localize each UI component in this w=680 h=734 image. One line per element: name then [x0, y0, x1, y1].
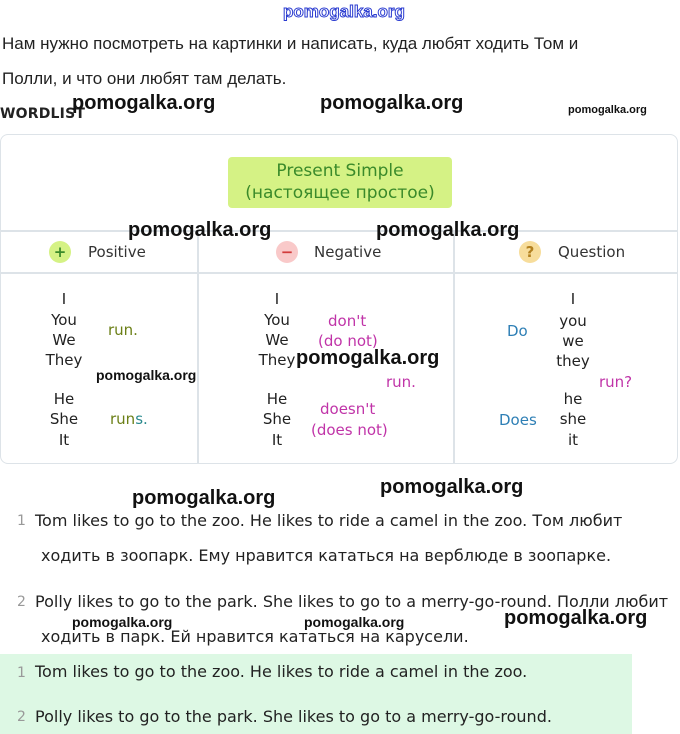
pronoun: it — [567, 431, 579, 449]
aux-does-not: (does not) — [311, 421, 388, 439]
column-title-positive: Positive — [88, 243, 146, 261]
watermark: pomogalka.org — [132, 487, 276, 509]
watermark: pomogalka.org — [304, 614, 405, 630]
verb-run: run. — [386, 373, 416, 391]
task-english: Tom likes to go to the zoo. He likes to ride a camel in the zoo. Том любит — [35, 511, 623, 530]
pronoun: He — [53, 390, 75, 408]
wordlist-label: WORDLIST — [0, 106, 86, 122]
card-column-divider-2 — [453, 230, 455, 463]
answer-text: Polly likes to go to the park. She likes to go to a merry-go-round. — [35, 707, 552, 726]
pronoun: She — [49, 410, 79, 428]
watermark: pomogalka.org — [296, 347, 440, 369]
grammar-header-title: Present Simple — [276, 161, 404, 181]
answer-number: 2 — [17, 709, 26, 725]
verb-run-question: run? — [599, 373, 633, 391]
pronoun: I — [570, 290, 576, 308]
pronoun: You — [51, 311, 77, 329]
column-title-question: Question — [558, 243, 626, 261]
card-divider-top — [1, 230, 677, 232]
pronoun: They — [258, 351, 296, 369]
pronoun: you — [559, 312, 587, 330]
pronoun: It — [58, 431, 70, 449]
aux-do: Do — [507, 322, 528, 340]
pronoun: She — [262, 410, 292, 428]
task-number: 2 — [17, 594, 26, 610]
pronoun: They — [45, 351, 83, 369]
watermark: pomogalka.org — [504, 607, 648, 629]
grammar-header-subtitle: (настоящее простое) — [245, 183, 435, 203]
task-english: Polly likes to go to the park. She likes to go to a merry-go-round. Полли любит — [35, 592, 669, 611]
verb-stem: run — [110, 410, 136, 428]
minus-icon: − — [276, 241, 298, 263]
watermark: pomogalka.org — [376, 219, 520, 241]
task-number: 1 — [17, 513, 26, 529]
watermark: pomogalka.org — [380, 476, 524, 498]
watermark: pomogalka.org — [96, 367, 197, 383]
card-column-divider-1 — [197, 230, 199, 463]
watermark: pomogalka.org — [320, 92, 464, 114]
pronoun: they — [556, 352, 590, 370]
grammar-header — [228, 157, 452, 208]
pronoun: I — [61, 290, 67, 308]
watermark-top: pomogalka.org — [283, 2, 405, 21]
card-divider-header — [1, 272, 677, 274]
pronoun: You — [264, 311, 290, 329]
aux-dont: don't — [328, 312, 367, 330]
question-icon: ? — [519, 241, 541, 263]
verb-runs — [110, 410, 148, 428]
pronoun: We — [265, 331, 289, 349]
intro-line-2: Полли, и что они любят там делать. — [2, 69, 287, 88]
pronoun: I — [274, 290, 280, 308]
pronoun: he — [563, 390, 583, 408]
watermark: pomogalka.org — [568, 104, 647, 116]
task-russian: ходить в парк. Ей нравится кататься на карусели. — [41, 627, 469, 646]
answer-text: Tom likes to go to the zoo. He likes to ride a camel in the zoo. — [35, 662, 528, 681]
verb-ending: s. — [135, 410, 148, 428]
pronoun: we — [562, 332, 584, 350]
watermark: pomogalka.org — [72, 614, 173, 630]
intro-line-1: Нам нужно посмотреть на картинки и написать, куда любят ходить Том и — [2, 34, 579, 53]
aux-does: Does — [499, 411, 537, 429]
verb-run: run. — [108, 321, 138, 339]
answer-number: 1 — [17, 665, 26, 681]
pronoun: He — [266, 390, 288, 408]
aux-doesnt: doesn't — [320, 400, 376, 418]
pronoun: she — [559, 410, 587, 428]
task-russian: ходить в зоопарк. Ему нравится кататься на верблюде в зоопарке. — [41, 546, 612, 565]
pronoun: We — [52, 331, 76, 349]
watermark: pomogalka.org — [128, 219, 272, 241]
pronoun: It — [271, 431, 283, 449]
aux-do-not: (do not) — [318, 332, 378, 350]
watermark: pomogalka.org — [72, 92, 216, 114]
plus-icon: + — [49, 241, 71, 263]
column-title-negative: Negative — [314, 243, 382, 261]
